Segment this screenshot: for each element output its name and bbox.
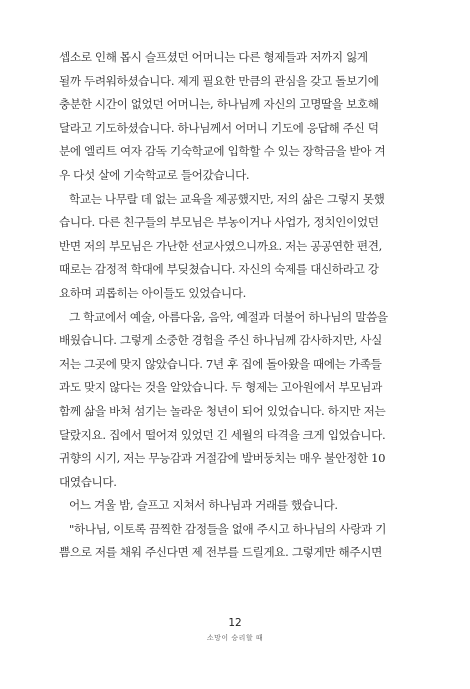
- text-line: 요하며 괴롭히는 아이들도 있었습니다.: [59, 285, 246, 300]
- text-line: 될까 두려워하셨습니다. 제게 필요한 만큼의 관심을 갖고 돌보기에: [59, 73, 379, 88]
- text-line: 달랐지요. 집에서 떨어져 있었던 긴 세월의 타격을 크게 입었습니다.: [59, 427, 386, 442]
- text-line: 달라고 기도하셨습니다. 하나님께서 어머니 기도에 응답해 주신 덕: [59, 120, 379, 135]
- text-line: 쁨으로 저를 채워 주신다면 제 전부를 드릴게요. 그렇게만 해주시면: [59, 545, 382, 560]
- text-line: 과도 맞지 않다는 것을 알았습니다. 두 형제는 고아원에서 부모님과: [59, 380, 382, 395]
- text-line: 그 학교에서 예술, 아름다움, 음악, 예절과 더불어 하나님의 말씀을: [69, 309, 388, 324]
- page-number: 12: [228, 617, 242, 629]
- body-text: [59, 46, 421, 565]
- running-title: 소망이 승리할 때: [206, 634, 264, 642]
- text-line: 습니다. 다른 친구들의 부모님은 부농이거나 사업가, 정치인이었던: [59, 215, 379, 230]
- text-line: 우 다섯 살에 기숙학교로 들어갔습니다.: [59, 167, 250, 182]
- text-line: 귀향의 시기, 저는 무능감과 거절감에 발버둥치는 매우 불안정한 10: [59, 451, 386, 466]
- text-line: 셉소로 인해 몹시 슬프셨던 어머니는 다른 형제들과 저까지 잃게: [59, 50, 368, 64]
- text-line: 함께 삶을 바쳐 섬기는 놀라운 청년이 되어 있었습니다. 하지만 저는: [59, 403, 386, 418]
- text-line: 대였습니다.: [59, 474, 117, 489]
- text-line: 반면 저의 부모님은 가난한 선교사였으니까요. 저는 공공연한 편견,: [59, 238, 382, 253]
- text-line: 학교는 나무랄 데 없는 교육을 제공했지만, 저의 삶은 그렇지 못했: [69, 191, 385, 206]
- text-line: 어느 겨울 밤, 슬프고 지쳐서 하나님과 거래를 했습니다.: [69, 498, 338, 513]
- text-line: 충분한 시간이 없었던 어머니는, 하나님께 자신의 고명딸을 보호해: [59, 97, 379, 112]
- text-line: 배웠습니다. 그렇게 소중한 경험을 주신 하나님께 감사하지만, 사실: [59, 333, 382, 348]
- text-line: 때로는 감정적 학대에 부딪쳤습니다. 자신의 숙제를 대신하라고 강: [59, 262, 379, 277]
- text-line: 분에 엘리트 여자 감독 기숙학교에 입학할 수 있는 장학금을 받아 겨: [59, 144, 386, 159]
- text-line: "하나님, 이토록 끔찍한 감정들을 없애 주시고 하나님의 사랑과 기: [69, 521, 387, 536]
- text-line: 저는 그곳에 맞지 않았습니다. 7년 후 집에 돌아왔을 때에는 가족들: [59, 356, 382, 371]
